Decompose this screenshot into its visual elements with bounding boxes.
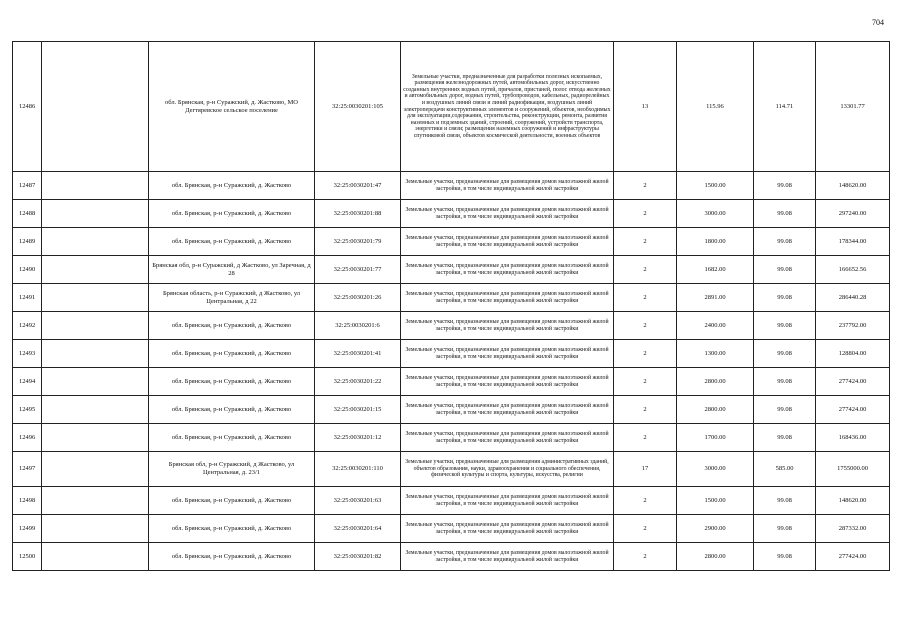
row-cadastral-number: 32:25:0030201:6 bbox=[315, 312, 401, 340]
row-cadastral-number: 32:25:0030201:47 bbox=[315, 172, 401, 200]
row-id: 12487 bbox=[13, 172, 42, 200]
page-number: 704 bbox=[872, 18, 884, 27]
table-row bbox=[13, 424, 890, 452]
row-rate: 99.08 bbox=[754, 396, 816, 424]
row-land-purpose: Земельные участки, предназначенные для размещения административных зданий, объектов образования, науки, здравоохранения и социального обеспечения, физической культуры и спорта, культуры, искусства, религии bbox=[401, 452, 614, 487]
row-rate: 99.08 bbox=[754, 256, 816, 284]
row-cadastral-number: 32:25:0030201:22 bbox=[315, 368, 401, 396]
row-address: обл. Брянская, р-н Суражский, д. Жастково bbox=[149, 515, 315, 543]
row-rate: 99.08 bbox=[754, 172, 816, 200]
row-cadastral-number: 32:25:0030201:105 bbox=[315, 42, 401, 172]
row-cadastral-value: 286440.28 bbox=[816, 284, 890, 312]
row-cadastral-number: 32:25:0030201:12 bbox=[315, 424, 401, 452]
row-group-code: 2 bbox=[614, 200, 677, 228]
empty-cell bbox=[42, 42, 149, 172]
row-area: 1500.00 bbox=[677, 172, 754, 200]
row-id: 12492 bbox=[13, 312, 42, 340]
table-row bbox=[13, 515, 890, 543]
row-address: Брянская обл, р-н Суражский, д Жастково, ул Центральная, д. 23/1 bbox=[149, 452, 315, 487]
row-address: обл. Брянская, р-н Суражский, д. Жастково bbox=[149, 396, 315, 424]
row-id: 12500 bbox=[13, 543, 42, 571]
row-cadastral-value: 277424.00 bbox=[816, 396, 890, 424]
row-cadastral-value: 13301.77 bbox=[816, 42, 890, 172]
table-row bbox=[13, 368, 890, 396]
row-land-purpose: Земельные участки, предназначенные для размещения домов малоэтажной жилой застройки, в том числе индивидуальной жилой застройки bbox=[401, 228, 614, 256]
row-land-purpose: Земельные участки, предназначенные для размещения домов малоэтажной жилой застройки, в том числе индивидуальной жилой застройки bbox=[401, 368, 614, 396]
row-area: 2891.00 bbox=[677, 284, 754, 312]
row-cadastral-number: 32:25:0030201:110 bbox=[315, 452, 401, 487]
row-address: обл. Брянская, р-н Суражский, д. Жастково, МО Дегтяревское сельское поселение bbox=[149, 42, 315, 172]
row-area: 2900.00 bbox=[677, 515, 754, 543]
row-area: 3000.00 bbox=[677, 200, 754, 228]
row-id: 12493 bbox=[13, 340, 42, 368]
row-rate: 99.08 bbox=[754, 200, 816, 228]
row-id: 12488 bbox=[13, 200, 42, 228]
row-cadastral-number: 32:25:0030201:79 bbox=[315, 228, 401, 256]
row-group-code: 2 bbox=[614, 368, 677, 396]
row-address: обл. Брянская, р-н Суражский, д. Жастково bbox=[149, 172, 315, 200]
row-area: 1700.00 bbox=[677, 424, 754, 452]
row-id: 12489 bbox=[13, 228, 42, 256]
row-id: 12495 bbox=[13, 396, 42, 424]
row-cadastral-value: 128804.00 bbox=[816, 340, 890, 368]
row-id: 12491 bbox=[13, 284, 42, 312]
empty-cell bbox=[42, 340, 149, 368]
table-row bbox=[13, 312, 890, 340]
empty-cell bbox=[42, 200, 149, 228]
row-cadastral-value: 148620.00 bbox=[816, 487, 890, 515]
row-address: Брянская область, р-н Суражский, д Жастково, ул Центральная, д 22 bbox=[149, 284, 315, 312]
row-address: обл. Брянская, р-н Суражский, д. Жастково bbox=[149, 368, 315, 396]
row-rate: 99.08 bbox=[754, 284, 816, 312]
row-cadastral-number: 32:25:0030201:26 bbox=[315, 284, 401, 312]
row-cadastral-number: 32:25:0030201:63 bbox=[315, 487, 401, 515]
row-group-code: 2 bbox=[614, 487, 677, 515]
row-land-purpose: Земельные участки, предназначенные для размещения домов малоэтажной жилой застройки, в том числе индивидуальной жилой застройки bbox=[401, 487, 614, 515]
row-group-code: 2 bbox=[614, 340, 677, 368]
row-address: обл. Брянская, р-н Суражский, д. Жастково bbox=[149, 340, 315, 368]
row-group-code: 2 bbox=[614, 284, 677, 312]
row-land-purpose: Земельные участки, предназначенные для размещения домов малоэтажной жилой застройки, в том числе индивидуальной жилой застройки bbox=[401, 284, 614, 312]
row-id: 12494 bbox=[13, 368, 42, 396]
row-land-purpose: Земельные участки, предназначенные для размещения домов малоэтажной жилой застройки, в том числе индивидуальной жилой застройки bbox=[401, 543, 614, 571]
table-row bbox=[13, 42, 890, 172]
row-cadastral-number: 32:25:0030201:88 bbox=[315, 200, 401, 228]
row-id: 12486 bbox=[13, 42, 42, 172]
table-row bbox=[13, 543, 890, 571]
row-cadastral-value: 277424.00 bbox=[816, 368, 890, 396]
row-cadastral-number: 32:25:0030201:41 bbox=[315, 340, 401, 368]
row-group-code: 2 bbox=[614, 424, 677, 452]
row-rate: 99.08 bbox=[754, 368, 816, 396]
row-group-code: 2 bbox=[614, 515, 677, 543]
row-cadastral-value: 166652.56 bbox=[816, 256, 890, 284]
row-land-purpose: Земельные участки, предназначенные для размещения домов малоэтажной жилой застройки, в том числе индивидуальной жилой застройки bbox=[401, 200, 614, 228]
empty-cell bbox=[42, 543, 149, 571]
table-row bbox=[13, 284, 890, 312]
row-area: 115.96 bbox=[677, 42, 754, 172]
row-address: обл. Брянская, р-н Суражский, д. Жастково bbox=[149, 312, 315, 340]
empty-cell bbox=[42, 515, 149, 543]
empty-cell bbox=[42, 172, 149, 200]
empty-cell bbox=[42, 256, 149, 284]
row-group-code: 17 bbox=[614, 452, 677, 487]
row-group-code: 2 bbox=[614, 172, 677, 200]
row-land-purpose: Земельные участки, предназначенные для размещения домов малоэтажной жилой застройки, в том числе индивидуальной жилой застройки bbox=[401, 256, 614, 284]
table-row bbox=[13, 228, 890, 256]
row-area: 1300.00 bbox=[677, 340, 754, 368]
row-cadastral-number: 32:25:0030201:64 bbox=[315, 515, 401, 543]
row-group-code: 2 bbox=[614, 256, 677, 284]
row-cadastral-value: 277424.00 bbox=[816, 543, 890, 571]
empty-cell bbox=[42, 284, 149, 312]
empty-cell bbox=[42, 396, 149, 424]
row-cadastral-value: 178344.00 bbox=[816, 228, 890, 256]
row-area: 2800.00 bbox=[677, 396, 754, 424]
row-land-purpose: Земельные участки, предназначенные для размещения домов малоэтажной жилой застройки, в том числе индивидуальной жилой застройки bbox=[401, 172, 614, 200]
row-area: 3000.00 bbox=[677, 452, 754, 487]
row-rate: 585.00 bbox=[754, 452, 816, 487]
row-id: 12496 bbox=[13, 424, 42, 452]
row-group-code: 13 bbox=[614, 42, 677, 172]
empty-cell bbox=[42, 368, 149, 396]
empty-cell bbox=[42, 452, 149, 487]
table-row bbox=[13, 396, 890, 424]
empty-cell bbox=[42, 312, 149, 340]
row-cadastral-number: 32:25:0030201:77 bbox=[315, 256, 401, 284]
row-land-purpose: Земельные участки, предназначенные для размещения домов малоэтажной жилой застройки, в том числе индивидуальной жилой застройки bbox=[401, 424, 614, 452]
row-rate: 99.08 bbox=[754, 312, 816, 340]
row-rate: 99.08 bbox=[754, 543, 816, 571]
row-id: 12490 bbox=[13, 256, 42, 284]
row-cadastral-value: 297240.00 bbox=[816, 200, 890, 228]
row-area: 1500.00 bbox=[677, 487, 754, 515]
table-row bbox=[13, 200, 890, 228]
row-cadastral-value: 237792.00 bbox=[816, 312, 890, 340]
row-area: 2800.00 bbox=[677, 543, 754, 571]
row-address: обл. Брянская, р-н Суражский, д. Жастково bbox=[149, 228, 315, 256]
table-row bbox=[13, 172, 890, 200]
row-area: 1800.00 bbox=[677, 228, 754, 256]
row-land-purpose: Земельные участки, предназначенные для разработки полезных ископаемых, размещения железнодорожных путей, автомобильных дорог, искусственно созданных внутренних водных путей, причалов, пристаней, полос отвода железных и автомобильных дорог, водных путей, трубопроводов, кабельных, радиорелейных и воздушных линий связи и линий радиофикации, воздушных линий электропередачи конструктивных элементов и сооружений, объектов, необходимых для эксплуатации,содержания, строительства, реконструкции, ремонта, развития наземных и подземных зданий, строений, сооружений, устройств транспорта, энергетики и связи; размещения наземных сооружений и инфраструктуры спутниковой связи, объектов космической деятельности, военных объектов bbox=[401, 42, 614, 172]
row-rate: 99.08 bbox=[754, 228, 816, 256]
row-cadastral-value: 148620.00 bbox=[816, 172, 890, 200]
empty-cell bbox=[42, 487, 149, 515]
row-rate: 114.71 bbox=[754, 42, 816, 172]
table-row bbox=[13, 256, 890, 284]
row-cadastral-value: 168436.00 bbox=[816, 424, 890, 452]
row-rate: 99.08 bbox=[754, 424, 816, 452]
row-address: обл. Брянская, р-н Суражский, д. Жастково bbox=[149, 543, 315, 571]
row-land-purpose: Земельные участки, предназначенные для размещения домов малоэтажной жилой застройки, в том числе индивидуальной жилой застройки bbox=[401, 340, 614, 368]
row-rate: 99.08 bbox=[754, 487, 816, 515]
land-cadastral-table bbox=[12, 41, 890, 571]
row-address: обл. Брянская, р-н Суражский, д. Жастково bbox=[149, 487, 315, 515]
table-row bbox=[13, 452, 890, 487]
row-group-code: 2 bbox=[614, 312, 677, 340]
table-row bbox=[13, 487, 890, 515]
row-area: 2800.00 bbox=[677, 368, 754, 396]
row-id: 12499 bbox=[13, 515, 42, 543]
row-rate: 99.08 bbox=[754, 340, 816, 368]
row-cadastral-number: 32:25:0030201:82 bbox=[315, 543, 401, 571]
row-id: 12497 bbox=[13, 452, 42, 487]
row-group-code: 2 bbox=[614, 543, 677, 571]
table-row bbox=[13, 340, 890, 368]
row-address: обл. Брянская, р-н Суражский, д. Жастково bbox=[149, 424, 315, 452]
row-land-purpose: Земельные участки, предназначенные для размещения домов малоэтажной жилой застройки, в том числе индивидуальной жилой застройки bbox=[401, 396, 614, 424]
row-cadastral-number: 32:25:0030201:15 bbox=[315, 396, 401, 424]
row-group-code: 2 bbox=[614, 228, 677, 256]
empty-cell bbox=[42, 424, 149, 452]
row-cadastral-value: 1755000.00 bbox=[816, 452, 890, 487]
row-group-code: 2 bbox=[614, 396, 677, 424]
row-area: 2400.00 bbox=[677, 312, 754, 340]
row-address: обл. Брянская, р-н Суражский, д. Жастково bbox=[149, 200, 315, 228]
row-area: 1682.00 bbox=[677, 256, 754, 284]
empty-cell bbox=[42, 228, 149, 256]
row-id: 12498 bbox=[13, 487, 42, 515]
row-land-purpose: Земельные участки, предназначенные для размещения домов малоэтажной жилой застройки, в том числе индивидуальной жилой застройки bbox=[401, 515, 614, 543]
row-cadastral-value: 287332.00 bbox=[816, 515, 890, 543]
row-address: Брянская обл, р-н Суражский, д Жастково, ул Заречная, д 28 bbox=[149, 256, 315, 284]
row-rate: 99.08 bbox=[754, 515, 816, 543]
row-land-purpose: Земельные участки, предназначенные для размещения домов малоэтажной жилой застройки, в том числе индивидуальной жилой застройки bbox=[401, 312, 614, 340]
